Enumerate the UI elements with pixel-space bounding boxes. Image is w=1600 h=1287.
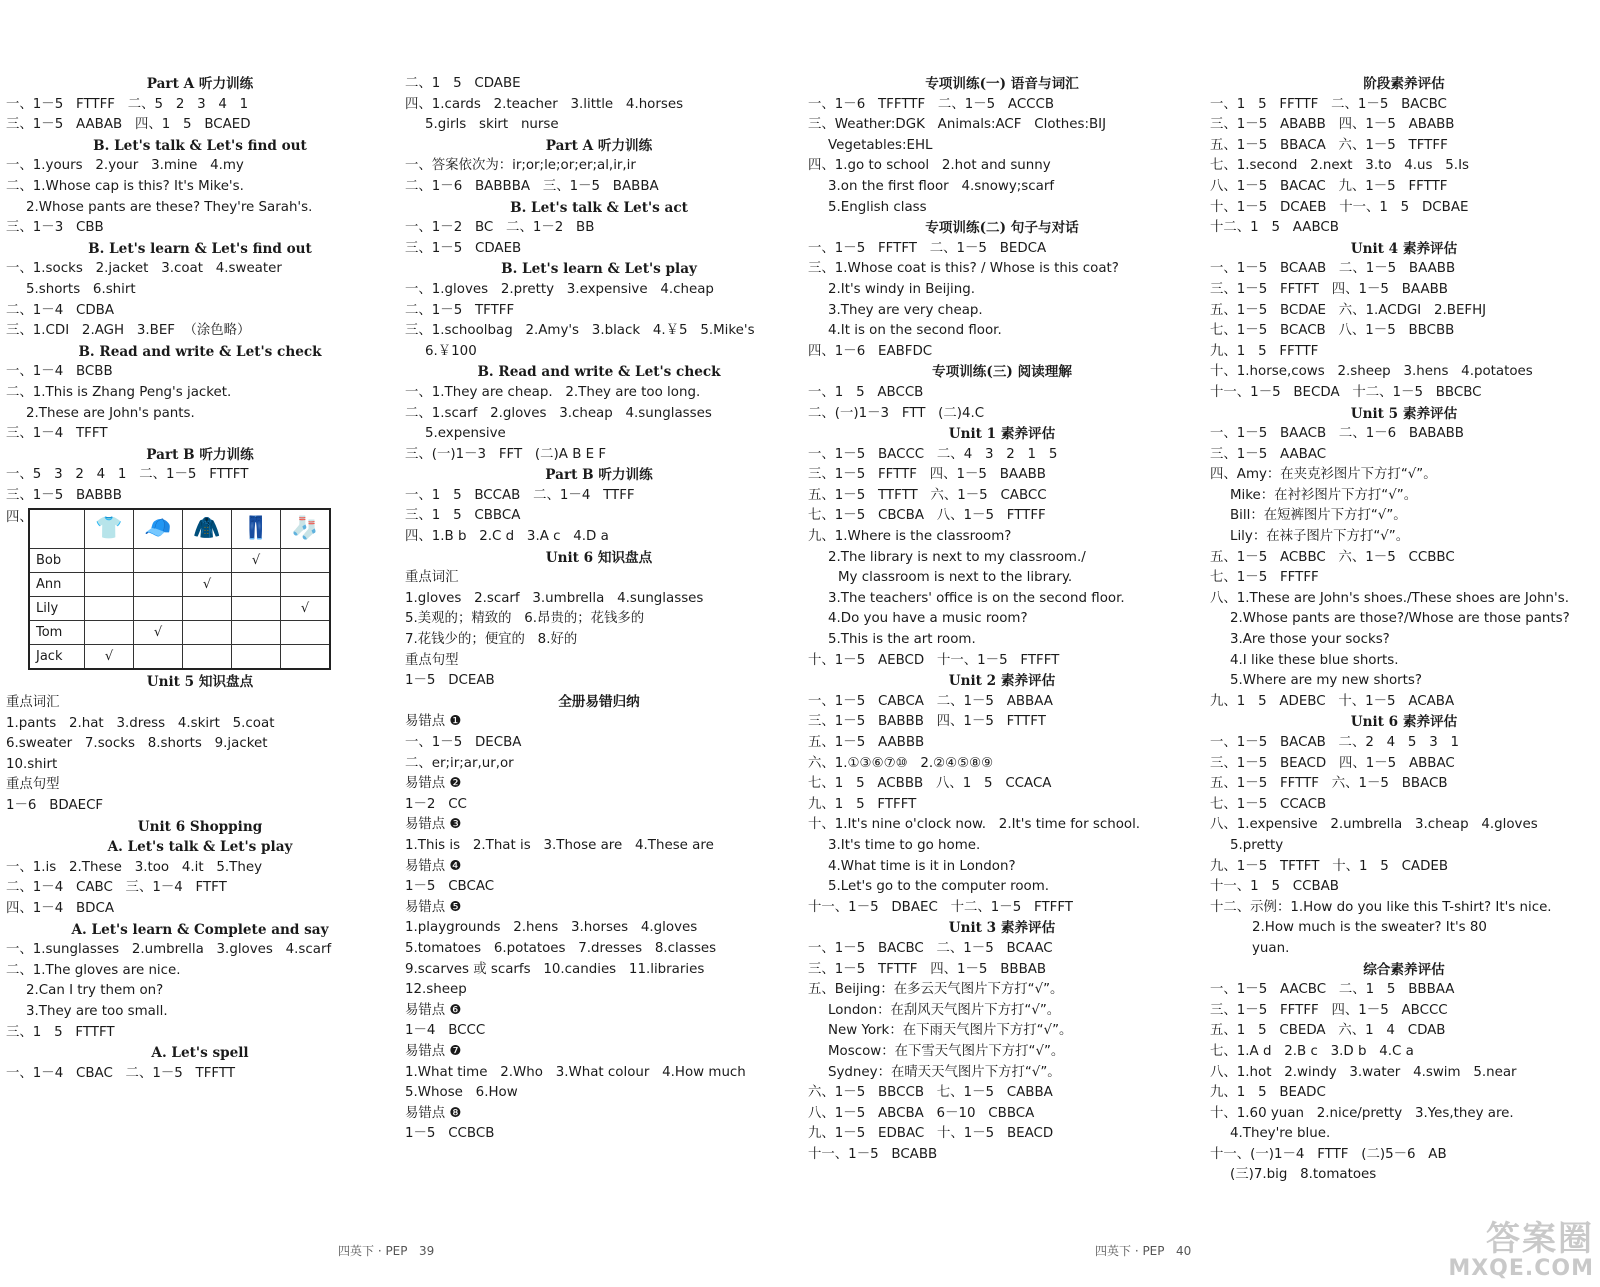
- answer-line: 三、Weather:DGK Animals:ACF Clothes:BIJ: [808, 117, 1107, 133]
- section-heading: A. Let's learn & Complete and say: [71, 921, 329, 938]
- section-heading: Unit 4 素养评估: [1350, 240, 1458, 257]
- answer-line: 七、1－5 FFTFF: [1210, 570, 1319, 586]
- answer-line: 1－5 CCBCB: [405, 1126, 495, 1142]
- answer-line: 一、1－5 CABCA 二、1－5 ABBAA: [808, 693, 1053, 709]
- table-corner-cell: [29, 509, 85, 549]
- section-heading: Unit 1 素养评估: [948, 426, 1056, 443]
- answer-line: 2.Can I try them on?: [26, 983, 164, 999]
- answer-line: 八、1－5 BACAC 九、1－5 FFTTF: [1210, 178, 1448, 194]
- answer-line: 一、1.socks 2.jacket 3.coat 4.sweater: [6, 261, 282, 277]
- answer-line: 十、1.It's nine o'clock now. 2.It's time for school.: [808, 817, 1141, 833]
- section-heading: 专项训练(三) 阅读理解: [932, 364, 1072, 381]
- shirt-icon: 👕: [85, 509, 134, 549]
- answer-line: 一、1－6 TFFTTF 二、1－5 ACCCB: [808, 96, 1055, 112]
- check-cell: [232, 621, 281, 645]
- student-name-cell: Ann: [29, 573, 85, 597]
- answer-line: 二、1.The gloves are nice.: [6, 962, 181, 978]
- answer-line: 1.What time 2.Who 3.What colour 4.How much: [405, 1064, 746, 1080]
- answer-line: 二、1－4 CDBA: [6, 302, 114, 318]
- answer-line: 七、1.second 2.next 3.to 4.us 5.Is: [1210, 158, 1469, 174]
- answer-column-4: [1210, 74, 1598, 1186]
- check-cell: [134, 573, 183, 597]
- answer-line: 三、1－5 ABABB 四、1－5 ABABB: [1210, 117, 1455, 133]
- answer-line: 1－2 CC: [405, 796, 467, 812]
- answer-line: 六、1.①③⑥⑦⑩ 2.②④⑤⑧⑨: [808, 755, 994, 771]
- answer-line: 一、1－2 BC 二、1－2 BB: [405, 220, 595, 236]
- answer-line: 九、1－5 EDBAC 十、1－5 BEACD: [808, 1126, 1054, 1142]
- clothing-checkmark-table: [28, 508, 331, 670]
- answer-column-3: [808, 74, 1196, 1165]
- section-heading: A. Let's talk & Let's play: [107, 839, 293, 856]
- checkmark-table-section: [6, 508, 394, 670]
- check-cell: [183, 597, 232, 621]
- check-cell: [183, 621, 232, 645]
- answer-line: 5.美观的；精致的 6.昂贵的；花钱多的: [405, 611, 645, 627]
- answer-line: 4.I like these blue shorts.: [1230, 652, 1399, 668]
- answer-line: 重点句型: [405, 652, 459, 668]
- section-heading: Unit 5 素养评估: [1350, 405, 1458, 422]
- answer-line: 九、1－5 TFTFT 十、1 5 CADEB: [1210, 858, 1449, 874]
- answer-line: Mike：在衬衫图片下方打“√”。: [1230, 487, 1418, 503]
- answer-line: 四、1.go to school 2.hot and sunny: [808, 158, 1051, 174]
- answer-line: 一、1－4 CBAC 二、1－5 TFFTT: [6, 1065, 236, 1081]
- answer-line: yuan.: [1252, 940, 1290, 956]
- answer-line: 易错点 ❼: [405, 1043, 462, 1059]
- answer-line: 5.expensive: [425, 426, 506, 442]
- answer-column-2: [405, 74, 793, 1145]
- section-heading: B. Let's learn & Let's play: [501, 261, 697, 278]
- answer-line: 十、1－5 AEBCD 十一、1－5 FTFFT: [808, 652, 1060, 668]
- answer-line: 九、1 5 BEADC: [1210, 1085, 1326, 1101]
- table-label: 四、: [6, 510, 33, 526]
- answer-line: 三、1－5 FFTTF 四、1－5 BAABB: [808, 467, 1046, 483]
- answer-line: 一、答案依次为：ir;or;le;or;er;al,ir,ir: [405, 158, 636, 174]
- page-footer-left: 四英下 · PEP 39: [338, 1244, 435, 1258]
- check-cell: [85, 573, 134, 597]
- answer-line: 二、1.Whose cap is this? It's Mike's.: [6, 178, 244, 194]
- pants-icon: 👖: [232, 509, 281, 549]
- check-cell: [232, 573, 281, 597]
- section-heading: Unit 5 知识盘点: [146, 674, 254, 691]
- answer-line: 二、1－4 CABC 三、1－4 FTFT: [6, 880, 227, 896]
- answer-line: Sydney：在晴天天气图片下方打“√”。: [828, 1064, 1061, 1080]
- answer-line: 5.girls skirt nurse: [425, 117, 559, 133]
- answer-line: 易错点 ❷: [405, 776, 462, 792]
- table-row: [29, 597, 330, 621]
- answer-line: 一、1－5 FFTFT 二、1－5 BEDCA: [808, 240, 1047, 256]
- answer-line: 五、1 5 CBEDA 六、1 4 CDAB: [1210, 1023, 1446, 1039]
- answer-line: 2.These are John's pants.: [26, 405, 195, 421]
- answer-line: 1－5 DCEAB: [405, 673, 495, 689]
- answer-line: 3.They are too small.: [26, 1003, 168, 1019]
- answer-line: 5.tomatoes 6.potatoes 7.dresses 8.classes: [405, 940, 717, 956]
- student-name-cell: Tom: [29, 621, 85, 645]
- check-cell: [85, 621, 134, 645]
- section-heading: Part A 听力训练: [146, 76, 254, 92]
- answer-line: 三、1 5 CBBCA: [405, 508, 521, 524]
- answer-line: 二、1.scarf 2.gloves 3.cheap 4.sunglasses: [405, 405, 712, 421]
- answer-line: 2.Whose pants are those?/Whose are those pants?: [1230, 611, 1570, 627]
- answer-line: 4.What time is it in London?: [828, 858, 1016, 874]
- answer-line: 三、1－5 AABAC: [1210, 446, 1327, 462]
- answer-line: 四、1.cards 2.teacher 3.little 4.horses: [405, 96, 684, 112]
- answer-line: 九、1 5 FFTTF: [1210, 343, 1319, 359]
- student-name-cell: Jack: [29, 645, 85, 670]
- check-cell: [134, 597, 183, 621]
- check-cell: √: [134, 621, 183, 645]
- answer-line: 八、1.hot 2.windy 3.water 4.swim 5.near: [1210, 1064, 1517, 1080]
- answer-line: 一、1－5 BACBC 二、1－5 BCAAC: [808, 940, 1053, 956]
- answer-line: 5.Where are my new shorts?: [1230, 673, 1423, 689]
- section-heading: B. Read and write & Let's check: [477, 364, 721, 381]
- answer-line: 六、1－5 BBCCB 七、1－5 CABBA: [808, 1085, 1053, 1101]
- answer-line: 二、er;ir;ar,ur,or: [405, 755, 514, 771]
- answer-line: 一、1.is 2.These 3.too 4.it 5.They: [6, 859, 262, 875]
- answer-line: 5.Let's go to the computer room.: [828, 879, 1050, 895]
- section-heading: B. Let's talk & Let's act: [510, 199, 688, 216]
- answer-line: 五、Beijing：在多云天气图片下方打“√”。: [808, 982, 1064, 998]
- answer-line: 2.Whose pants are these? They're Sarah's.: [26, 199, 313, 215]
- answer-line: 1.This is 2.That is 3.Those are 4.These are: [405, 837, 714, 853]
- answer-line: 12.sheep: [405, 982, 467, 998]
- answer-line: 二、1.This is Zhang Peng's jacket.: [6, 384, 232, 400]
- table-row: [29, 621, 330, 645]
- check-cell: [281, 621, 331, 645]
- answer-line: 五、1－5 FFTTF 六、1－5 BBACB: [1210, 776, 1448, 792]
- answer-line: 3.It's time to go home.: [828, 837, 981, 853]
- answer-line: 八、1.expensive 2.umbrella 3.cheap 4.gloves: [1210, 817, 1538, 833]
- check-cell: √: [232, 549, 281, 573]
- answer-line: 一、1－4 BCBB: [6, 364, 113, 380]
- answer-line: 十、1.60 yuan 2.nice/pretty 3.Yes,they are.: [1210, 1105, 1514, 1121]
- answer-line: 6.￥100: [425, 343, 477, 359]
- answer-line: 三、1－5 AABAB 四、1 5 BCAED: [6, 117, 251, 133]
- watermark-url: MXQE.COM: [1448, 1256, 1594, 1281]
- check-cell: [281, 549, 331, 573]
- answer-line: 重点词汇: [405, 570, 459, 586]
- section-heading: Unit 6 素养评估: [1350, 714, 1458, 731]
- answer-line: 八、1.These are John's shoes./These shoes are John's.: [1210, 590, 1569, 606]
- answer-line: 易错点 ❹: [405, 858, 462, 874]
- answer-line: 五、1－5 ACBBC 六、1－5 CCBBC: [1210, 549, 1455, 565]
- answer-line: 3.The teachers' office is on the second floor.: [828, 590, 1125, 606]
- answer-line: 三、1－3 CBB: [6, 220, 104, 236]
- answer-line: 十、1－5 DCAEB 十一、1 5 DCBAE: [1210, 199, 1469, 215]
- answer-line: 三、1－5 TFTTF 四、1－5 BBBAB: [808, 961, 1047, 977]
- answer-line: 一、1.They are cheap. 2.They are too long.: [405, 384, 701, 400]
- answer-line: 一、1 5 ABCCB: [808, 384, 924, 400]
- answer-line: 一、1－5 BACCC 二、4 3 2 1 5: [808, 446, 1058, 462]
- section-heading: 专项训练(一) 语音与词汇: [925, 76, 1079, 92]
- answer-line: 五、1－5 AABBB: [808, 735, 925, 750]
- section-heading: 专项训练(二) 句子与对话: [925, 220, 1079, 237]
- answer-line: 9.scarves 或 scarfs 10.candies 11.libraries: [405, 961, 705, 977]
- answer-line: 3.on the first floor 4.snowy;scarf: [828, 178, 1055, 194]
- table-row: [29, 573, 330, 597]
- answer-line: 七、1－5 CBCBA 八、1－5 FTTFF: [808, 508, 1046, 524]
- answer-line: 九、1.Where is the classroom?: [808, 529, 1012, 545]
- answer-line: 八、1－5 ABCBA 6－10 CBBCA: [808, 1105, 1035, 1121]
- section-heading: 综合素养评估: [1363, 961, 1445, 978]
- answer-line: 四、1.B b 2.C d 3.A c 4.D a: [405, 529, 609, 545]
- answer-line: 二、1－5 TFTFF: [405, 302, 515, 318]
- check-cell: √: [281, 597, 331, 621]
- answer-line: 5.English class: [828, 199, 927, 215]
- section-heading: Part A 听力训练: [545, 137, 653, 154]
- answer-line: 一、1－5 DECBA: [405, 735, 522, 750]
- section-heading: Part B 听力训练: [146, 446, 254, 463]
- answer-line: 三、1－5 BEACD 四、1－5 ABBAC: [1210, 755, 1455, 771]
- answer-line: 三、1－5 BABBB 四、1－5 FTTFT: [808, 714, 1046, 730]
- answer-line: 1.playgrounds 2.hens 3.horses 4.gloves: [405, 920, 698, 936]
- answer-line: 易错点 ❶: [405, 714, 462, 730]
- answer-line: 1－4 BCCC: [405, 1023, 486, 1039]
- answer-line: 易错点 ❺: [405, 899, 462, 915]
- answer-line: 十一、1－5 DBAEC 十二、1－5 FTFFT: [808, 899, 1073, 915]
- table-row: [29, 645, 330, 670]
- answer-line: 易错点 ❽: [405, 1105, 462, 1121]
- answer-line: 七、1－5 CCACB: [1210, 796, 1327, 812]
- answer-line: 十一、(一)1－4 FTTF (二)5－6 AB: [1210, 1146, 1447, 1162]
- answer-line: 1－5 CBCAC: [405, 879, 495, 895]
- answer-line: 三、1－5 CDAEB: [405, 240, 522, 256]
- answer-line: 一、1 5 BCCAB 二、1－4 TTFF: [405, 487, 635, 503]
- answer-line: 易错点 ❸: [405, 817, 462, 833]
- section-heading: B. Let's learn & Let's find out: [88, 240, 312, 257]
- table-row: [29, 549, 330, 573]
- answer-line: 三、1 5 FTTFT: [6, 1024, 115, 1040]
- sock-icon: 🧦: [281, 509, 331, 549]
- answer-line: 五、1－5 BCDAE 六、1.ACDGI 2.BEFHJ: [1210, 302, 1487, 318]
- answer-line: My classroom is next to the library.: [838, 570, 1073, 586]
- answer-line: 二、(一)1－3 FTT (二)4.C: [808, 405, 985, 421]
- answer-line: 7.花钱少的；便宜的 8.好的: [405, 632, 578, 648]
- section-heading: A. Let's spell: [151, 1045, 249, 1062]
- answer-line: 三、1－4 TFFT: [6, 426, 108, 442]
- answer-line: 十一、1 5 CCBAB: [1210, 879, 1339, 895]
- answer-line: 四、1－6 EABFDC: [808, 343, 933, 359]
- answer-line: 一、1－5 BCAAB 二、1－5 BAABB: [1210, 261, 1456, 277]
- answer-line: 2.It's windy in Beijing.: [828, 281, 976, 297]
- answer-line: 5.pretty: [1230, 837, 1284, 853]
- section-heading: B. Read and write & Let's check: [78, 343, 322, 360]
- check-cell: [183, 549, 232, 573]
- answer-line: 5.shorts 6.shirt: [26, 281, 136, 297]
- answer-line: 五、1－5 BBACA 六、1－5 TFTFF: [1210, 137, 1448, 153]
- answer-line: 一、1.sunglasses 2.umbrella 3.gloves 4.scarf: [6, 942, 332, 958]
- answer-line: 4.They're blue.: [1230, 1126, 1331, 1142]
- answer-line: 3.They are very cheap.: [828, 302, 983, 318]
- answer-line: 十、1.horse,cows 2.sheep 3.hens 4.potatoes: [1210, 364, 1533, 380]
- check-cell: [85, 597, 134, 621]
- answer-line: 1－6 BDAECF: [6, 798, 104, 814]
- check-cell: √: [85, 645, 134, 670]
- answer-line: 十一、1－5 BECDA 十二、1－5 BBCBC: [1210, 384, 1482, 400]
- answer-line: 一、1.yours 2.your 3.mine 4.my: [6, 158, 244, 174]
- answer-line: 三、1.CDI 2.AGH 3.BEF （涂色略）: [6, 323, 251, 339]
- answer-line: 4.It is on the second floor.: [828, 323, 1002, 339]
- answer-line: 三、1.Whose coat is this? / Whose is this coat?: [808, 261, 1119, 277]
- answer-line: 2.How much is the sweater? It's 80: [1252, 920, 1487, 936]
- section-heading: Part B 听力训练: [545, 467, 653, 484]
- answer-line: 三、1－5 BABBB: [6, 487, 122, 503]
- answer-line: 一、1 5 FFTTF 二、1－5 BACBC: [1210, 96, 1447, 112]
- answer-line: 四、1－4 BDCA: [6, 901, 114, 916]
- answer-line: 一、5 3 2 4 1 二、1－5 FTTFT: [6, 467, 249, 483]
- page-footer-right: 四英下 · PEP 40: [1095, 1244, 1192, 1258]
- check-cell: √: [183, 573, 232, 597]
- answer-line: 一、1.gloves 2.pretty 3.expensive 4.cheap: [405, 281, 714, 297]
- answer-line: New York：在下雨天气图片下方打“√”。: [828, 1023, 1073, 1039]
- answer-line: Bill：在短裤图片下方打“√”。: [1230, 508, 1407, 524]
- watermark-logo: [1448, 1221, 1594, 1281]
- check-cell: [281, 645, 331, 670]
- check-cell: [232, 645, 281, 670]
- student-name-cell: Lily: [29, 597, 85, 621]
- answer-line: 二、1 5 CDABE: [405, 76, 521, 91]
- answer-line: 三、1－5 FFTFF 四、1－5 ABCCC: [1210, 1002, 1448, 1018]
- answer-line: 九、1 5 FTFFT: [808, 796, 917, 812]
- answer-line: 四、Amy：在夹克衫图片下方打“√”。: [1210, 467, 1437, 483]
- answer-column-1: [6, 74, 394, 1084]
- answer-line: 4.Do you have a music room?: [828, 611, 1028, 627]
- answer-line: 1.gloves 2.scarf 3.umbrella 4.sunglasses: [405, 590, 704, 606]
- section-heading: 全册易错归纳: [558, 693, 640, 710]
- check-cell: [281, 573, 331, 597]
- answer-line: 五、1－5 TTFTT 六、1－5 CABCC: [808, 487, 1047, 503]
- check-cell: [183, 645, 232, 670]
- answer-line: 2.The library is next to my classroom./: [828, 549, 1086, 565]
- answer-line: 易错点 ❻: [405, 1002, 462, 1018]
- answer-line: 一、1－5 AACBC 二、1 5 BBBAA: [1210, 982, 1455, 998]
- answer-line: 3.Are those your socks?: [1230, 632, 1390, 648]
- answer-line: 重点词汇: [6, 695, 60, 711]
- answer-line: (三)7.big 8.tomatoes: [1230, 1167, 1377, 1183]
- answer-line: 6.sweater 7.socks 8.shorts 9.jacket: [6, 736, 268, 752]
- check-cell: [134, 645, 183, 670]
- answer-line: 一、1－5 BACAB 二、2 4 5 3 1: [1210, 735, 1460, 750]
- answer-line: 10.shirt: [6, 756, 58, 772]
- answer-line: Lily：在袜子图片下方打“√”。: [1230, 529, 1410, 545]
- answer-line: 5.Whose 6.How: [405, 1085, 518, 1101]
- cap-icon: 🧢: [134, 509, 183, 549]
- answer-line: 三、1.schoolbag 2.Amy's 3.black 4.￥5 5.Mike's: [405, 323, 755, 339]
- answer-line: 七、1 5 ACBBB 八、1 5 CCACA: [808, 776, 1052, 792]
- answer-line: 1.pants 2.hat 3.dress 4.skirt 5.coat: [6, 715, 275, 731]
- answer-line: 十二、示例：1.How do you like this T-shirt? It's nice.: [1210, 899, 1552, 915]
- table-header-row: [29, 509, 330, 549]
- check-cell: [134, 549, 183, 573]
- answer-line: 二、1－6 BABBBA 三、1－5 BABBA: [405, 178, 659, 194]
- answer-line: Moscow：在下雪天气图片下方打“√”。: [828, 1043, 1065, 1059]
- check-cell: [85, 549, 134, 573]
- section-heading: B. Let's talk & Let's find out: [93, 137, 307, 154]
- jacket-icon: 🧥: [183, 509, 232, 549]
- answer-line: Vegetables:EHL: [828, 137, 933, 153]
- answer-line: 三、1－5 FFTFT 四、1－5 BAABB: [1210, 281, 1448, 297]
- section-heading: 阶段素养评估: [1363, 76, 1445, 92]
- answer-line: 重点句型: [6, 777, 60, 793]
- answer-line: 十二、1 5 AABCB: [1210, 220, 1339, 236]
- watermark-title: 答案圈: [1486, 1219, 1594, 1259]
- answer-line: 一、1－5 FTTFF 二、5 2 3 4 1: [6, 96, 249, 112]
- answer-line: 一、1－5 BAACB 二、1－6 BABABB: [1210, 426, 1464, 442]
- check-cell: [232, 597, 281, 621]
- answer-line: 5.This is the art room.: [828, 632, 976, 648]
- answer-line: London：在刮风天气图片下方打“√”。: [828, 1002, 1061, 1018]
- answer-line: 三、(一)1－3 FFT (二)A B E F: [405, 446, 607, 462]
- answer-line: 十一、1－5 BCABB: [808, 1146, 938, 1162]
- answer-line: 七、1.A d 2.B c 3.D b 4.C a: [1210, 1043, 1414, 1059]
- section-heading: Unit 6 Shopping: [137, 818, 263, 835]
- section-heading: Unit 6 知识盘点: [545, 549, 653, 566]
- answer-line: 九、1 5 ADEBC 十、1－5 ACABA: [1210, 693, 1455, 709]
- student-name-cell: Bob: [29, 549, 85, 573]
- section-heading: Unit 2 素养评估: [948, 673, 1056, 690]
- answer-line: 七、1－5 BCACB 八、1－5 BBCBB: [1210, 323, 1455, 339]
- section-heading: Unit 3 素养评估: [948, 920, 1056, 937]
